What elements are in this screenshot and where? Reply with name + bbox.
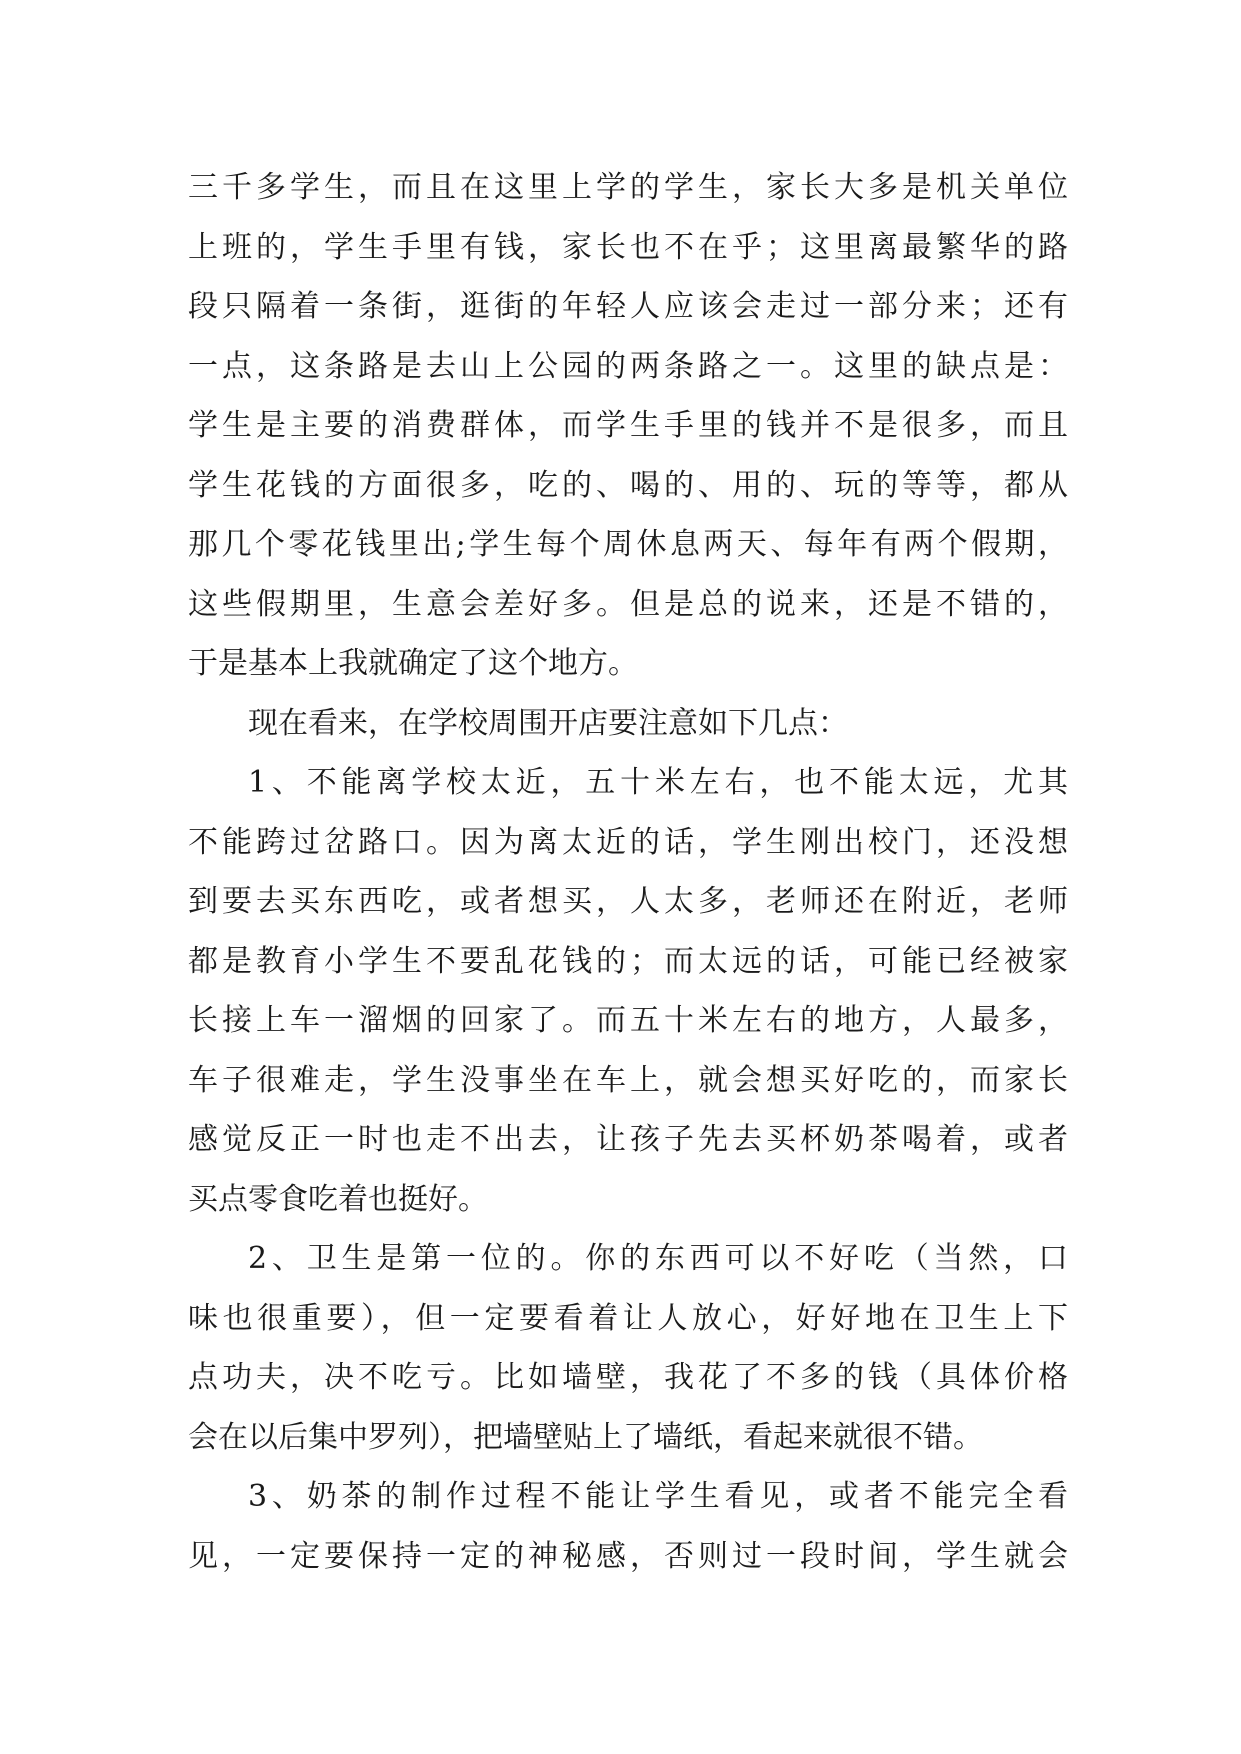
text-line: 长接上车一溜烟的回家了。而五十米左右的地方，人最多， <box>188 1003 1068 1038</box>
text-line: 段只隔着一条街，逛街的年轻人应该会走过一部分来；还有 <box>188 289 1068 324</box>
text-line: 一点，这条路是去山上公园的两条路之一。这里的缺点是： <box>188 348 1068 384</box>
text-line: 点功夫，决不吃亏。比如墙壁，我花了不多的钱（具体价格 <box>188 1360 1068 1395</box>
text-line: 买点零食吃着也挺好。 <box>188 1181 488 1217</box>
text-line: 感觉反正一时也走不出去，让孩子先去买杯奶茶喝着，或者 <box>188 1122 1068 1157</box>
text-line: 上班的，学生手里有钱，家长也不在乎；这里离最繁华的路 <box>188 229 1068 265</box>
paragraph-first-line: 现在看来，在学校周围开店要注意如下几点： <box>248 705 848 741</box>
text-line: 到要去买东西吃，或者想买，人太多，老师还在附近，老师 <box>188 884 1068 919</box>
text-line: 都是教育小学生不要乱花钱的；而太远的话，可能已经被家 <box>188 943 1068 979</box>
text-line: 那几个零花钱里出;学生每个周休息两天、每年有两个假期， <box>188 527 1068 562</box>
paragraph-first-line: 2、卫生是第一位的。你的东西可以不好吃（当然，口 <box>248 1241 1068 1276</box>
text-line: 不能跨过岔路口。因为离太近的话，学生刚出校门，还没想 <box>188 824 1068 860</box>
paragraph-first-line: 1、不能离学校太近，五十米左右，也不能太远，尤其 <box>248 765 1068 800</box>
body-text <box>188 158 1068 1586</box>
text-line: 见，一定要保持一定的神秘感，否则过一段时间，学生就会 <box>188 1538 1068 1574</box>
text-line: 味也很重要），但一定要看着让人放心，好好地在卫生上下 <box>188 1300 1068 1336</box>
text-line: 三千多学生，而且在这里上学的学生，家长大多是机关单位 <box>188 170 1068 205</box>
text-line: 于是基本上我就确定了这个地方。 <box>188 646 638 681</box>
text-line: 车子很难走，学生没事坐在车上，就会想买好吃的，而家长 <box>188 1062 1068 1098</box>
text-line: 这些假期里，生意会差好多。但是总的说来，还是不错的， <box>188 586 1068 622</box>
text-line: 学生是主要的消费群体，而学生手里的钱并不是很多，而且 <box>188 408 1068 443</box>
text-line: 会在以后集中罗列），把墙壁贴上了墙纸，看起来就很不错。 <box>188 1419 983 1455</box>
paragraph-first-line: 3、奶茶的制作过程不能让学生看见，或者不能完全看 <box>248 1479 1068 1514</box>
text-line: 学生花钱的方面很多，吃的、喝的、用的、玩的等等，都从 <box>188 467 1068 503</box>
